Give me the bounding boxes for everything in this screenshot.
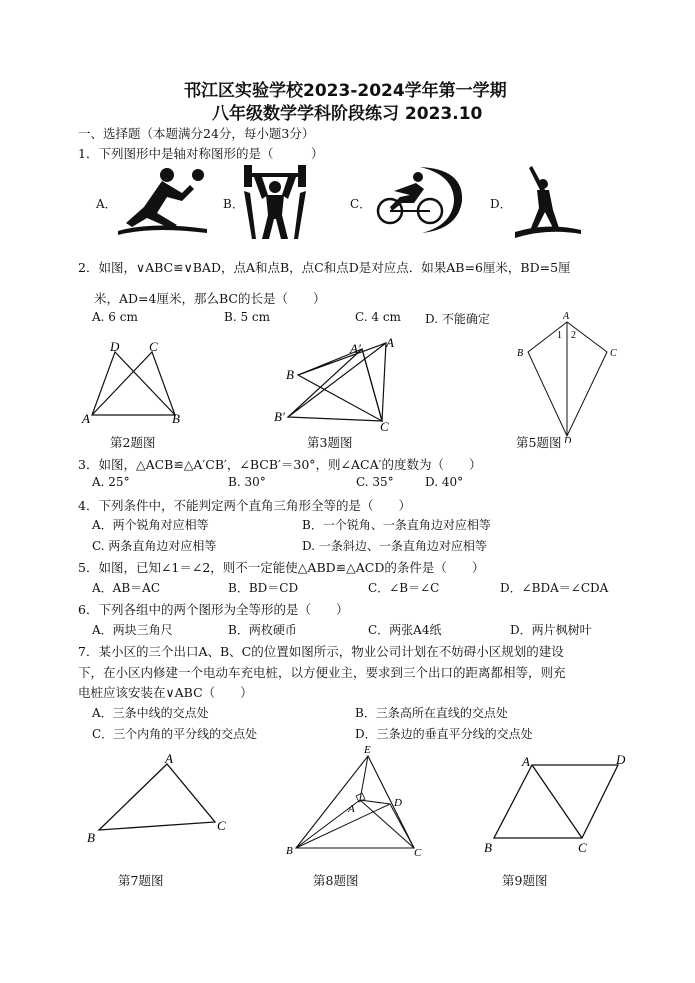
fig3-point-c: C (380, 419, 389, 433)
q3-option-c: C. 35° (356, 475, 394, 489)
section-heading: 一、选择题（本题满分24分，每小题3分） (78, 126, 315, 141)
fig8-point-a: A (348, 803, 355, 815)
q7-option-c: C．三个内角的平分线的交点处 (92, 727, 258, 741)
fig3-point-b: B (286, 367, 294, 382)
q2-option-d: D. 不能确定 (425, 312, 490, 326)
fig7-point-c: C (217, 818, 226, 833)
figure-2-caption: 第2题图 (110, 435, 156, 450)
fig2-point-b: B (172, 411, 180, 426)
q6-option-a: A．两块三角尺 (92, 623, 173, 637)
q5-option-d: D．∠BDA＝∠CDA (500, 581, 609, 595)
fig5-angle-2: 2 (571, 330, 576, 341)
q2-option-c: C. 4 cm (355, 310, 401, 324)
figure-3-caption: 第3题图 (307, 435, 353, 450)
figure-5-caption: 第5题图 (516, 435, 562, 450)
figure-5-diagram (512, 308, 622, 443)
q6-option-b: B．两枚硬币 (228, 623, 297, 637)
figure-8-caption: 第8题图 (313, 873, 359, 888)
golf-pictogram (507, 160, 585, 240)
q7-option-b: B．三条高所在直线的交点处 (355, 706, 508, 720)
figure-7-caption: 第7题图 (118, 873, 164, 888)
fig8-point-b: B (286, 845, 293, 857)
fig5-point-b: B (517, 348, 524, 359)
figure-8-diagram (282, 740, 432, 862)
q7-option-d: D．三条边的垂直平分线的交点处 (355, 727, 533, 741)
q7-stem-line1: 7．某小区的三个出口A、B、C的位置如图所示，物业公司计划在不妨碍小区规划的建设 (78, 644, 564, 659)
weightlifting-pictogram (240, 163, 310, 241)
fig9-point-c: C (578, 840, 587, 855)
q7-option-a: A．三条中线的交点处 (92, 706, 209, 720)
fig7-point-b: B (87, 830, 95, 845)
figure-2-diagram (80, 335, 190, 430)
fig3-point-a-prime: A′ (350, 341, 361, 356)
q6-option-c: C．两张A4纸 (368, 623, 442, 637)
q7-stem-line3: 电桩应该安装在∨ABC（ ） (78, 685, 253, 700)
cycling-pictogram (372, 163, 467, 238)
fig8-point-e: E (364, 744, 371, 756)
q2-stem-line1: 2．如图，∨ABC≌∨BAD，点A和点B，点C和点D是对应点．如果AB=6厘米，BD=5厘 (78, 260, 571, 275)
q2-stem-line2: 米，AD=4厘米，那么BC的长是（ ） (94, 291, 326, 306)
q4-option-c: C. 两条直角边对应相等 (92, 539, 217, 553)
fig5-angle-1: 1 (557, 330, 562, 341)
q7-stem-line2: 下，在小区内修建一个电动车充电桩，以方便业主，要求到三个出口的距离都相等，则充 (78, 665, 566, 680)
fig2-point-c: C (149, 339, 158, 354)
q6-stem: 6．下列各组中的两个图形为全等形的是（ ） (78, 602, 349, 617)
fig9-point-d: D (616, 752, 626, 767)
fig5-point-c: C (610, 348, 617, 359)
q1-stem: 1．下列图形中是轴对称图形的是（ ） (78, 146, 324, 161)
exam-subtitle: 八年级数学学科阶段练习 2023.10 (212, 104, 483, 124)
q4-option-b: B．一个锐角、一条直角边对应相等 (302, 518, 491, 532)
q3-stem: 3．如图，△ACB≌△A′CB′，∠BCB′＝30°，则∠ACA′的度数为（ ） (78, 457, 482, 472)
q6-option-d: D．两片枫树叶 (510, 623, 592, 637)
fig3-point-b-prime: B′ (274, 409, 285, 424)
q1-option-d: D． (490, 197, 512, 211)
q5-option-b: B．BD＝CD (228, 581, 299, 595)
fig2-point-d: D (110, 339, 120, 354)
fig8-point-d: D (394, 797, 402, 809)
q4-option-d: D. 一条斜边、一条直角边对应相等 (302, 539, 487, 553)
fig3-point-a: A (386, 335, 394, 350)
exam-title: 邗江区实验学校2023-2024学年第一学期 (184, 81, 507, 101)
q3-option-b: B. 30° (228, 475, 266, 489)
q3-option-d: D. 40° (425, 475, 464, 489)
volleyball-pictogram (112, 163, 212, 238)
fig9-point-a: A (522, 754, 530, 769)
figure-9-caption: 第9题图 (502, 873, 548, 888)
q2-option-b: B. 5 cm (224, 310, 270, 324)
figure-3-diagram (272, 333, 407, 433)
q5-option-c: C．∠B＝∠C (368, 581, 440, 595)
figure-9-diagram (480, 748, 635, 858)
q3-option-a: A. 25° (92, 475, 130, 489)
q4-option-a: A．两个锐角对应相等 (92, 518, 209, 532)
q2-option-a: A. 6 cm (92, 310, 138, 324)
fig5-point-a: A (563, 311, 570, 322)
q5-option-a: A．AB＝AC (92, 581, 160, 595)
fig7-point-a: A (165, 751, 173, 766)
q1-option-a: A． (96, 197, 117, 211)
fig8-point-c: C (414, 847, 422, 859)
fig9-point-b: B (484, 840, 492, 855)
q1-option-c: C． (350, 197, 372, 211)
fig5-point-d: D (564, 436, 572, 443)
q4-stem: 4．下列条件中，不能判定两个直角三角形全等的是（ ） (78, 498, 411, 513)
q1-option-b: B． (223, 197, 244, 211)
fig2-point-a: A (82, 411, 90, 426)
q5-stem: 5．如图，已知∠1＝∠2，则不一定能使△ABD≌△ACD的条件是（ ） (78, 560, 485, 575)
figure-7-diagram (85, 750, 235, 850)
